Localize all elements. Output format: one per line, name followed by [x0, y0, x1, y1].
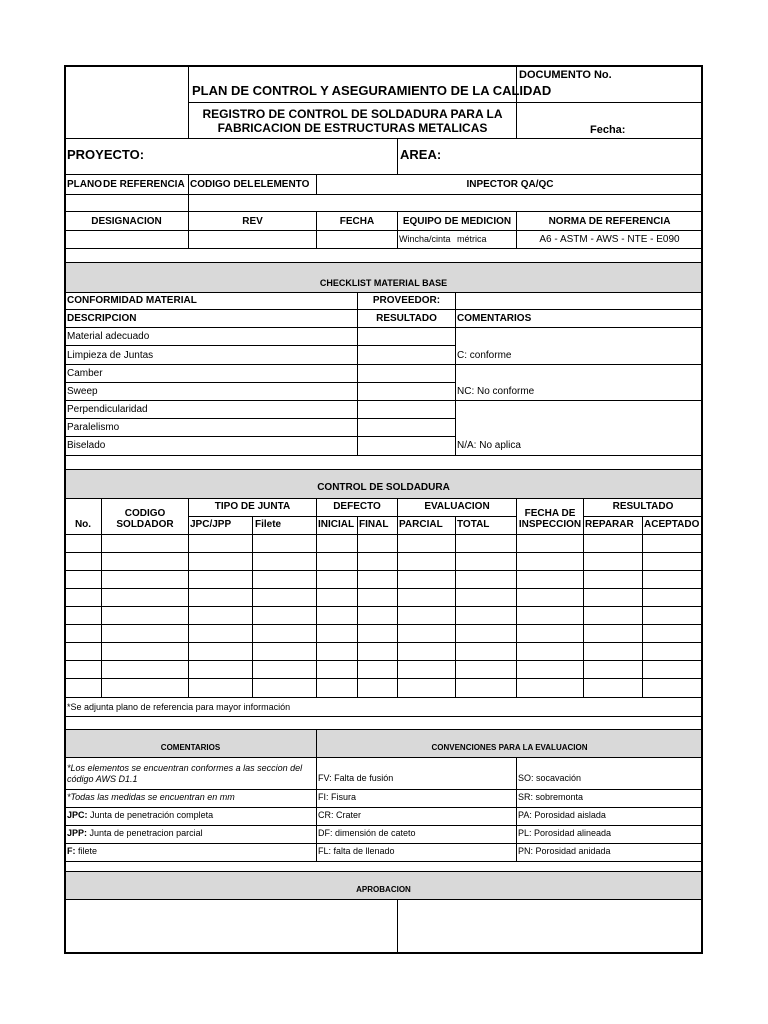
conv-sr: SR: sobremonta	[518, 792, 584, 802]
codigo-label-1: CODIGO	[124, 508, 166, 519]
registro-title-line2: FABRICACION DE ESTRUCTURAS METALICAS	[217, 121, 488, 135]
conformidad-label: CONFORMIDAD MATERIAL	[67, 295, 197, 306]
grid-line	[65, 455, 702, 456]
grid-line	[188, 174, 189, 248]
grid-line	[65, 418, 455, 419]
grid-line	[65, 382, 455, 383]
jpp-text: Junta de penetracion parcial	[87, 828, 203, 838]
grid-line	[583, 498, 584, 697]
comentario-jpp	[67, 829, 203, 839]
equipo-value-2: métrica	[457, 234, 487, 244]
grid-line	[65, 899, 702, 900]
legend-no-conforme: NC: No conforme	[457, 386, 535, 397]
codigo-del-label: CODIGO DEL	[190, 179, 254, 190]
grid-line	[65, 729, 702, 730]
grid-line	[65, 678, 702, 679]
checklist-item: Biselado	[67, 440, 106, 451]
aprobacion-title: APROBACION	[356, 885, 411, 894]
grid-line	[65, 570, 702, 571]
legend-conforme: C: conforme	[457, 350, 512, 361]
equipo-value-1: Wincha/cinta	[399, 234, 451, 244]
grid-line	[65, 469, 702, 470]
reparar-label: REPARAR	[585, 519, 634, 530]
grid-line	[357, 516, 358, 697]
area-label: AREA:	[400, 147, 442, 162]
checklist-item: Sweep	[67, 386, 98, 397]
f-text: filete	[75, 846, 98, 856]
conv-pl: PL: Porosidad alineada	[518, 828, 612, 838]
grid-line	[65, 262, 702, 263]
comentario-f	[67, 847, 97, 857]
checklist-item: Camber	[67, 368, 103, 379]
comentario-jpc	[67, 811, 213, 821]
grid-line	[65, 364, 702, 365]
plan-title: PLAN DE CONTROL Y ASEGURAMIENTO DE LA CALIDAD	[192, 83, 552, 98]
grid-line	[65, 138, 702, 139]
grid-line	[65, 716, 702, 717]
conv-fl: FL: falta de llenado	[318, 846, 395, 856]
checklist-title: CHECKLIST MATERIAL BASE	[319, 278, 448, 288]
norma-value: A6 - ASTM - AWS - NTE - E090	[539, 234, 680, 245]
grid-line	[65, 534, 702, 535]
convenciones-title: CONVENCIONES PARA LA EVALUACION	[431, 743, 588, 752]
jpc-jpp-label: JPC/JPP	[190, 519, 232, 530]
conv-pn: PN: Porosidad anidada	[518, 846, 611, 856]
proyecto-label: PROYECTO:	[67, 147, 145, 162]
elemento-label: ELEMENTO	[254, 179, 310, 190]
comentario-line1b: código AWS D1.1	[67, 774, 138, 784]
grid-line	[65, 309, 702, 310]
grid-line	[65, 789, 702, 790]
grid-line	[188, 102, 702, 103]
registro-title-line1: REGISTRO DE CONTROL DE SOLDADURA PARA LA	[202, 107, 503, 121]
fecha-insp-label-2: INSPECCION	[518, 519, 582, 530]
conv-fi: FI: Fisura	[318, 792, 357, 802]
legend-no-aplica: N/A: No aplica	[457, 440, 521, 451]
jpc-text: Junta de penetración completa	[87, 810, 214, 820]
grid-line	[65, 807, 702, 808]
grid-line	[65, 230, 702, 231]
no-label: No.	[74, 519, 92, 530]
comentarios-title: COMENTARIOS	[160, 743, 221, 752]
grid-line	[252, 516, 253, 697]
grid-line	[65, 642, 702, 643]
equipo-label: EQUIPO DE MEDICION	[402, 216, 512, 227]
jpp-code: JPP:	[67, 828, 88, 838]
outer-bottom	[64, 952, 703, 954]
inspector-label: INPECTOR QA/QC	[466, 179, 554, 190]
final-label: FINAL	[359, 519, 389, 530]
conv-df: DF: dimensión de cateto	[318, 828, 416, 838]
grid-line	[65, 327, 702, 328]
fecha-label: Fecha:	[590, 124, 626, 136]
grid-line	[65, 624, 702, 625]
grid-line	[65, 825, 702, 826]
checklist-item: Perpendicularidad	[67, 404, 148, 415]
tipo-junta-label: TIPO DE JUNTA	[214, 501, 291, 512]
soldadura-note: *Se adjunta plano de referencia para mayor información	[67, 702, 291, 712]
rev-label: REV	[242, 216, 263, 227]
codigo-label-2: SOLDADOR	[116, 519, 174, 530]
grid-line	[65, 174, 702, 175]
soldadura-title: CONTROL DE SOLDADURA	[317, 482, 450, 493]
resultado-label: RESULTADO	[376, 313, 437, 324]
de-referencia-label: DE REFERENCIA	[103, 179, 185, 190]
grid-line	[65, 861, 702, 862]
grid-line	[65, 871, 702, 872]
grid-line	[65, 400, 702, 401]
conv-cr: CR: Crater	[318, 810, 362, 820]
grid-line	[65, 660, 702, 661]
documento-label: DOCUMENTO No.	[519, 69, 612, 81]
descripcion-label: DESCRIPCION	[67, 313, 137, 324]
resultado-sold-label: RESULTADO	[612, 501, 674, 512]
norma-label: NORMA DE REFERENCIA	[548, 216, 671, 227]
conv-pa: PA: Porosidad aislada	[518, 810, 606, 820]
grid-line	[316, 498, 317, 697]
grid-line	[316, 174, 317, 194]
grid-line	[455, 516, 456, 697]
inicial-label: INICIAL	[318, 519, 355, 530]
conv-so: SO: socavación	[518, 773, 582, 783]
grid-line	[397, 899, 398, 953]
conv-fv: FV: Falta de fusión	[318, 773, 394, 783]
filete-label: Filete	[255, 519, 282, 530]
grid-line	[65, 843, 702, 844]
checklist-item: Limpieza de Juntas	[67, 350, 154, 361]
total-label: TOTAL	[457, 519, 490, 530]
fecha-col-label: FECHA	[339, 216, 375, 227]
grid-line	[65, 552, 702, 553]
outer-top	[64, 65, 703, 67]
grid-line	[65, 697, 702, 698]
grid-line	[188, 516, 516, 517]
proveedor-label: PROVEEDOR:	[372, 295, 441, 306]
grid-line	[455, 292, 456, 455]
defecto-label: DEFECTO	[333, 501, 381, 512]
comentario-line2: *Todas las medidas se encuentran en mm	[67, 792, 235, 802]
grid-line	[65, 498, 702, 499]
grid-line	[65, 248, 702, 249]
grid-line	[65, 211, 702, 212]
grid-line	[65, 436, 455, 437]
comentarios-col-label: COMENTARIOS	[457, 313, 532, 324]
fecha-insp-label-1: FECHA DE	[524, 508, 576, 519]
grid-line	[65, 345, 455, 346]
parcial-label: PARCIAL	[399, 519, 443, 530]
aceptado-label: ACEPTADO	[644, 519, 700, 530]
grid-line	[188, 498, 189, 697]
grid-line	[397, 498, 398, 697]
evaluacion-label: EVALUACION	[424, 501, 490, 512]
checklist-item: Material adecuado	[67, 331, 150, 342]
grid-line	[65, 292, 702, 293]
grid-line	[516, 757, 517, 861]
grid-line	[65, 757, 702, 758]
plano-label: PLANO	[67, 179, 102, 190]
designacion-label: DESIGNACION	[91, 216, 162, 227]
grid-line	[65, 194, 702, 195]
grid-line	[642, 516, 643, 697]
jpc-code: JPC:	[67, 810, 88, 820]
grid-line	[397, 138, 398, 174]
outer-left	[64, 65, 66, 954]
checklist-item: Paralelismo	[67, 422, 120, 433]
grid-line	[65, 588, 702, 589]
comentario-line1a: *Los elementos se encuentran conformes a las seccion del	[67, 763, 303, 773]
f-code: F:	[67, 846, 76, 856]
grid-line	[65, 606, 702, 607]
